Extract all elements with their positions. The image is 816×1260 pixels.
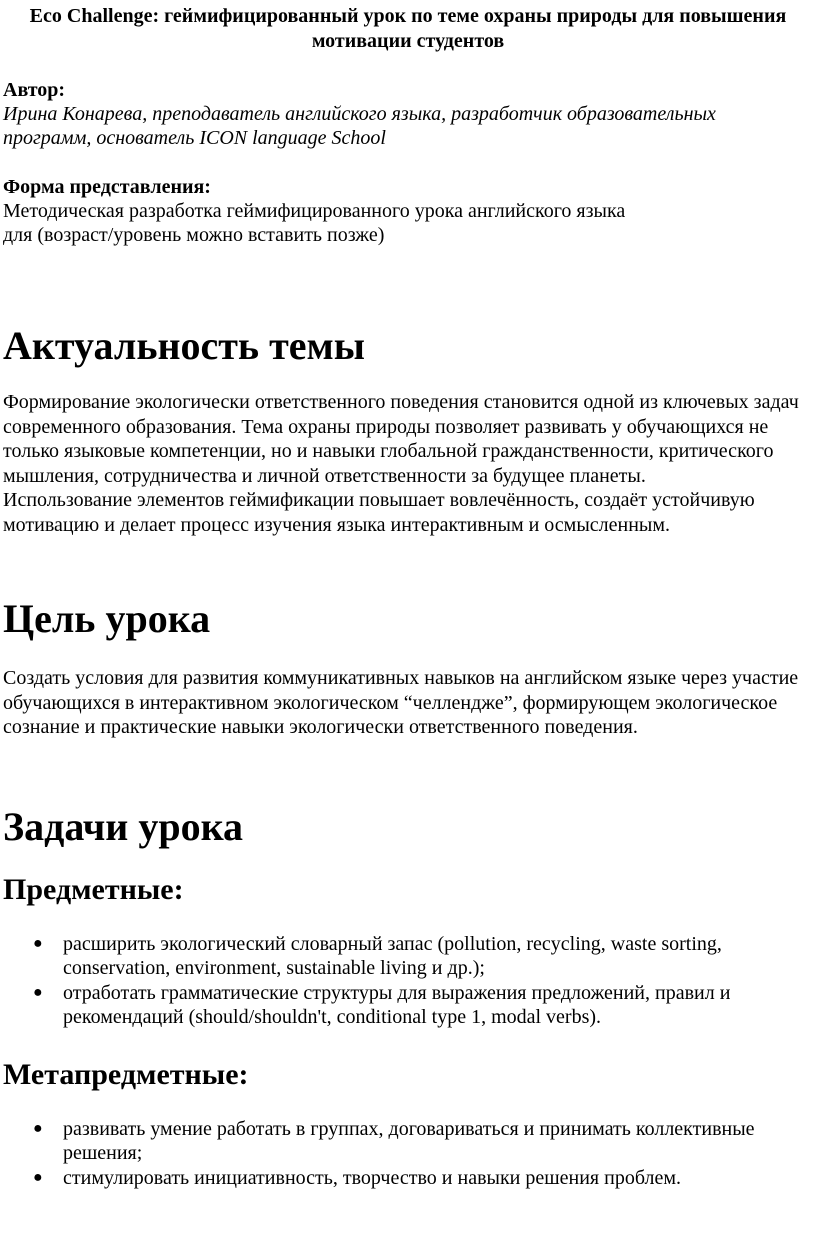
form-label: Форма представления: — [3, 176, 211, 198]
meta-tasks-heading: Метапредметные: — [3, 1057, 249, 1091]
list-item: ● расширить экологический словарный запас (pollution, recycling, waste sorting, conservation, environment, sustainable living и др.); — [33, 932, 722, 979]
list-item: ● стимулировать инициативность, творчество и навыки решения проблем. — [33, 1166, 682, 1189]
meta-tasks-list — [3, 1117, 813, 1191]
bullet-icon: ● — [33, 1168, 43, 1186]
author-line-2: программ, основатель ICON language School — [3, 127, 386, 149]
form-line-2: для (возраст/уровень можно вставить позже) — [3, 224, 385, 246]
relevance-heading: Актуальность темы — [3, 323, 365, 368]
bullet-icon: ● — [33, 1119, 43, 1137]
goal-paragraph: Создать условия для развития коммуникативных навыков на английском языке через участие обучающихся в интерактивном экологическом “челлендже”, формирующем экологическое сознание и практические навыки экологически ответственного поведения. — [3, 667, 799, 738]
document-title: Eco Challenge: геймифицированный урок по теме охраны природы для повышения мотивации студентов — [29, 5, 787, 52]
relevance-paragraph-1: Формирование экологически ответственного поведения становится одной из ключевых задач современного образования. Тема охраны природы позволяет развивать у обучающихся не только языковые компетенции, но и навыки глобальной гражданственности, критического мышления, сотрудничества и личной ответственности за будущее планеты. — [3, 391, 799, 487]
author-label: Автор: — [3, 79, 66, 101]
list-item: ● развивать умение работать в группах, договариваться и принимать коллективные решения; — [33, 1117, 755, 1164]
subject-tasks-heading: Предметные: — [3, 872, 184, 906]
document-page — [3, 0, 813, 1190]
form-line-1: Методическая разработка геймифицированного урока английского языка — [3, 200, 626, 222]
tasks-heading: Задачи урока — [3, 803, 244, 849]
author-line-1: Ирина Конарева, преподаватель английского языка, разработчик образовательных — [3, 103, 716, 125]
bullet-icon: ● — [33, 934, 43, 952]
subject-tasks-list — [3, 932, 813, 1030]
list-item: ● отработать грамматические структуры для выражения предложений, правил и рекомендаций (should/shouldn't, conditional type 1, modal verbs). — [33, 981, 731, 1028]
goal-heading: Цель урока — [3, 596, 211, 641]
relevance-paragraph-2: Использование элементов геймификации повышает вовлечённость, создаёт устойчивую мотивацию и делает процесс изучения языка интерактивным и осмысленным. — [3, 489, 755, 536]
bullet-icon: ● — [33, 983, 43, 1001]
